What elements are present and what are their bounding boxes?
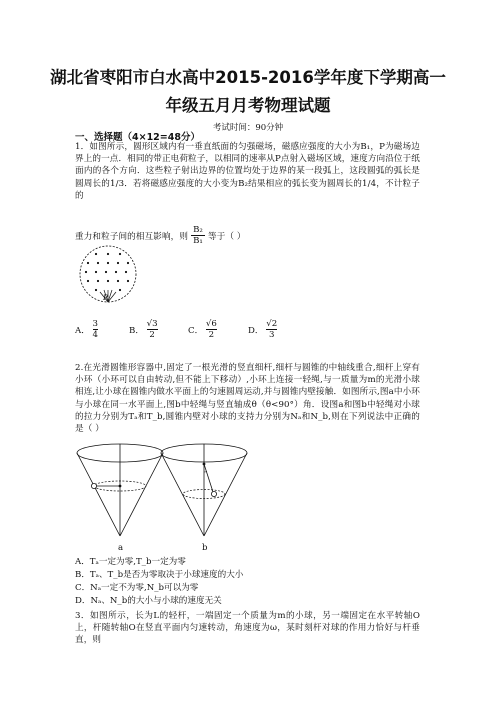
q2-cone-diagram-b	[158, 440, 250, 540]
q1-ratio-den: B₁	[193, 236, 203, 246]
q2-fig-b-label: b	[202, 543, 208, 553]
q1-ratio-num: B₂	[191, 225, 205, 236]
q2-option-b[interactable]: B．Tₐ、T_b是否为零取决于小球速度的大小	[75, 570, 244, 580]
q2-option-a[interactable]: A．Tₐ一定为零,T_b一定为零	[75, 557, 186, 567]
section-heading: 一、选择题（4×12=48分）	[75, 132, 200, 143]
q1-option-a[interactable]: A． $\frac{3}{4}$	[75, 319, 99, 340]
q1-option-c[interactable]: C． $\frac{√6}{2}$	[188, 319, 217, 340]
q1-text-cont	[75, 231, 188, 243]
q2-cone-diagram-a	[74, 440, 166, 540]
q1-option-d[interactable]: D． $\frac{√2}{3}$	[248, 319, 278, 340]
q1-option-a-frac: $\frac{3}{4}$	[92, 319, 99, 340]
exam-time: 考试时间：90分钟	[212, 123, 284, 133]
q2-option-c[interactable]: C．Nₐ一定不为零,N_b可以为零	[75, 583, 199, 593]
q1-ratio	[191, 225, 205, 246]
q1-point-label: P	[103, 293, 109, 302]
q2-option-d[interactable]: D．Nₐ、N_b的大小与小球的速度无关	[75, 596, 222, 606]
doc-title-line1: 湖北省枣阳市白水高中2015-2016学年度下学期高一	[50, 68, 446, 87]
q1-option-d-frac: $\frac{√2}{3}$	[266, 319, 278, 340]
q1-text: 1．如图所示，圆形区域内有一垂直纸面的匀强磁场，磁感应强度的大小为B₁，P为磁场边界上的一点．相同的带正电荷粒子，以相同的速率从P点射入磁场区域，速度方向沿位于纸面内的各个方向．这些粒子射出边界的位置均处于边界的某一段弧上，这段圆弧的弧长是圆周长的1/3．若将磁感应强度的大小变为B₂结果相应的弧长变为圆周长的1/4，不计粒子的	[75, 142, 420, 201]
q1-magnetic-field-diagram	[74, 244, 144, 306]
q2-fig-a-label: a	[118, 543, 124, 553]
q1-option-c-frac: $\frac{√6}{2}$	[205, 319, 217, 340]
q1-option-b-frac: $\frac{√3}{2}$	[146, 319, 158, 340]
q1-option-b[interactable]: B． $\frac{√3}{2}$	[129, 319, 158, 340]
doc-title-line2: 年级五月月考物理试题	[165, 96, 331, 115]
q2-text: 2.在光滑圆锥形容器中,固定了一根光滑的竖直细杆,细杆与圆锥的中轴线重合,细杆上穿有小环（小环可以自由转动,但不能上下移动）,小环上连接一轻绳,与一质量为m的光滑小球相连,让小球在圆锥内做水平面上的匀速圆周运动,并与圆锥内壁接触．如图所示,图a中小环与小球在同一水平面上,图b中轻绳与竖直轴成θ（θ<90°）角．设图a和图b中轻绳对小球的拉力分别为Tₐ和T_b,圆锥内壁对小球的支持力分别为Nₐ和N_b,则在下列说法中正确的是（ ）	[75, 363, 420, 435]
q1-text2: 重力和粒子间的相互影响，则	[75, 232, 189, 242]
q1-text3: 等于（ ）	[208, 232, 246, 242]
q3-text: 3．如图所示，长为L的轻杆，一端固定一个质量为m的小球，另一端固定在水平转轴O上，杆随转轴O在竖直平面内匀速转动，角速度为ω，某时刻杆对球的作用力恰好与杆垂直，则	[75, 611, 420, 646]
